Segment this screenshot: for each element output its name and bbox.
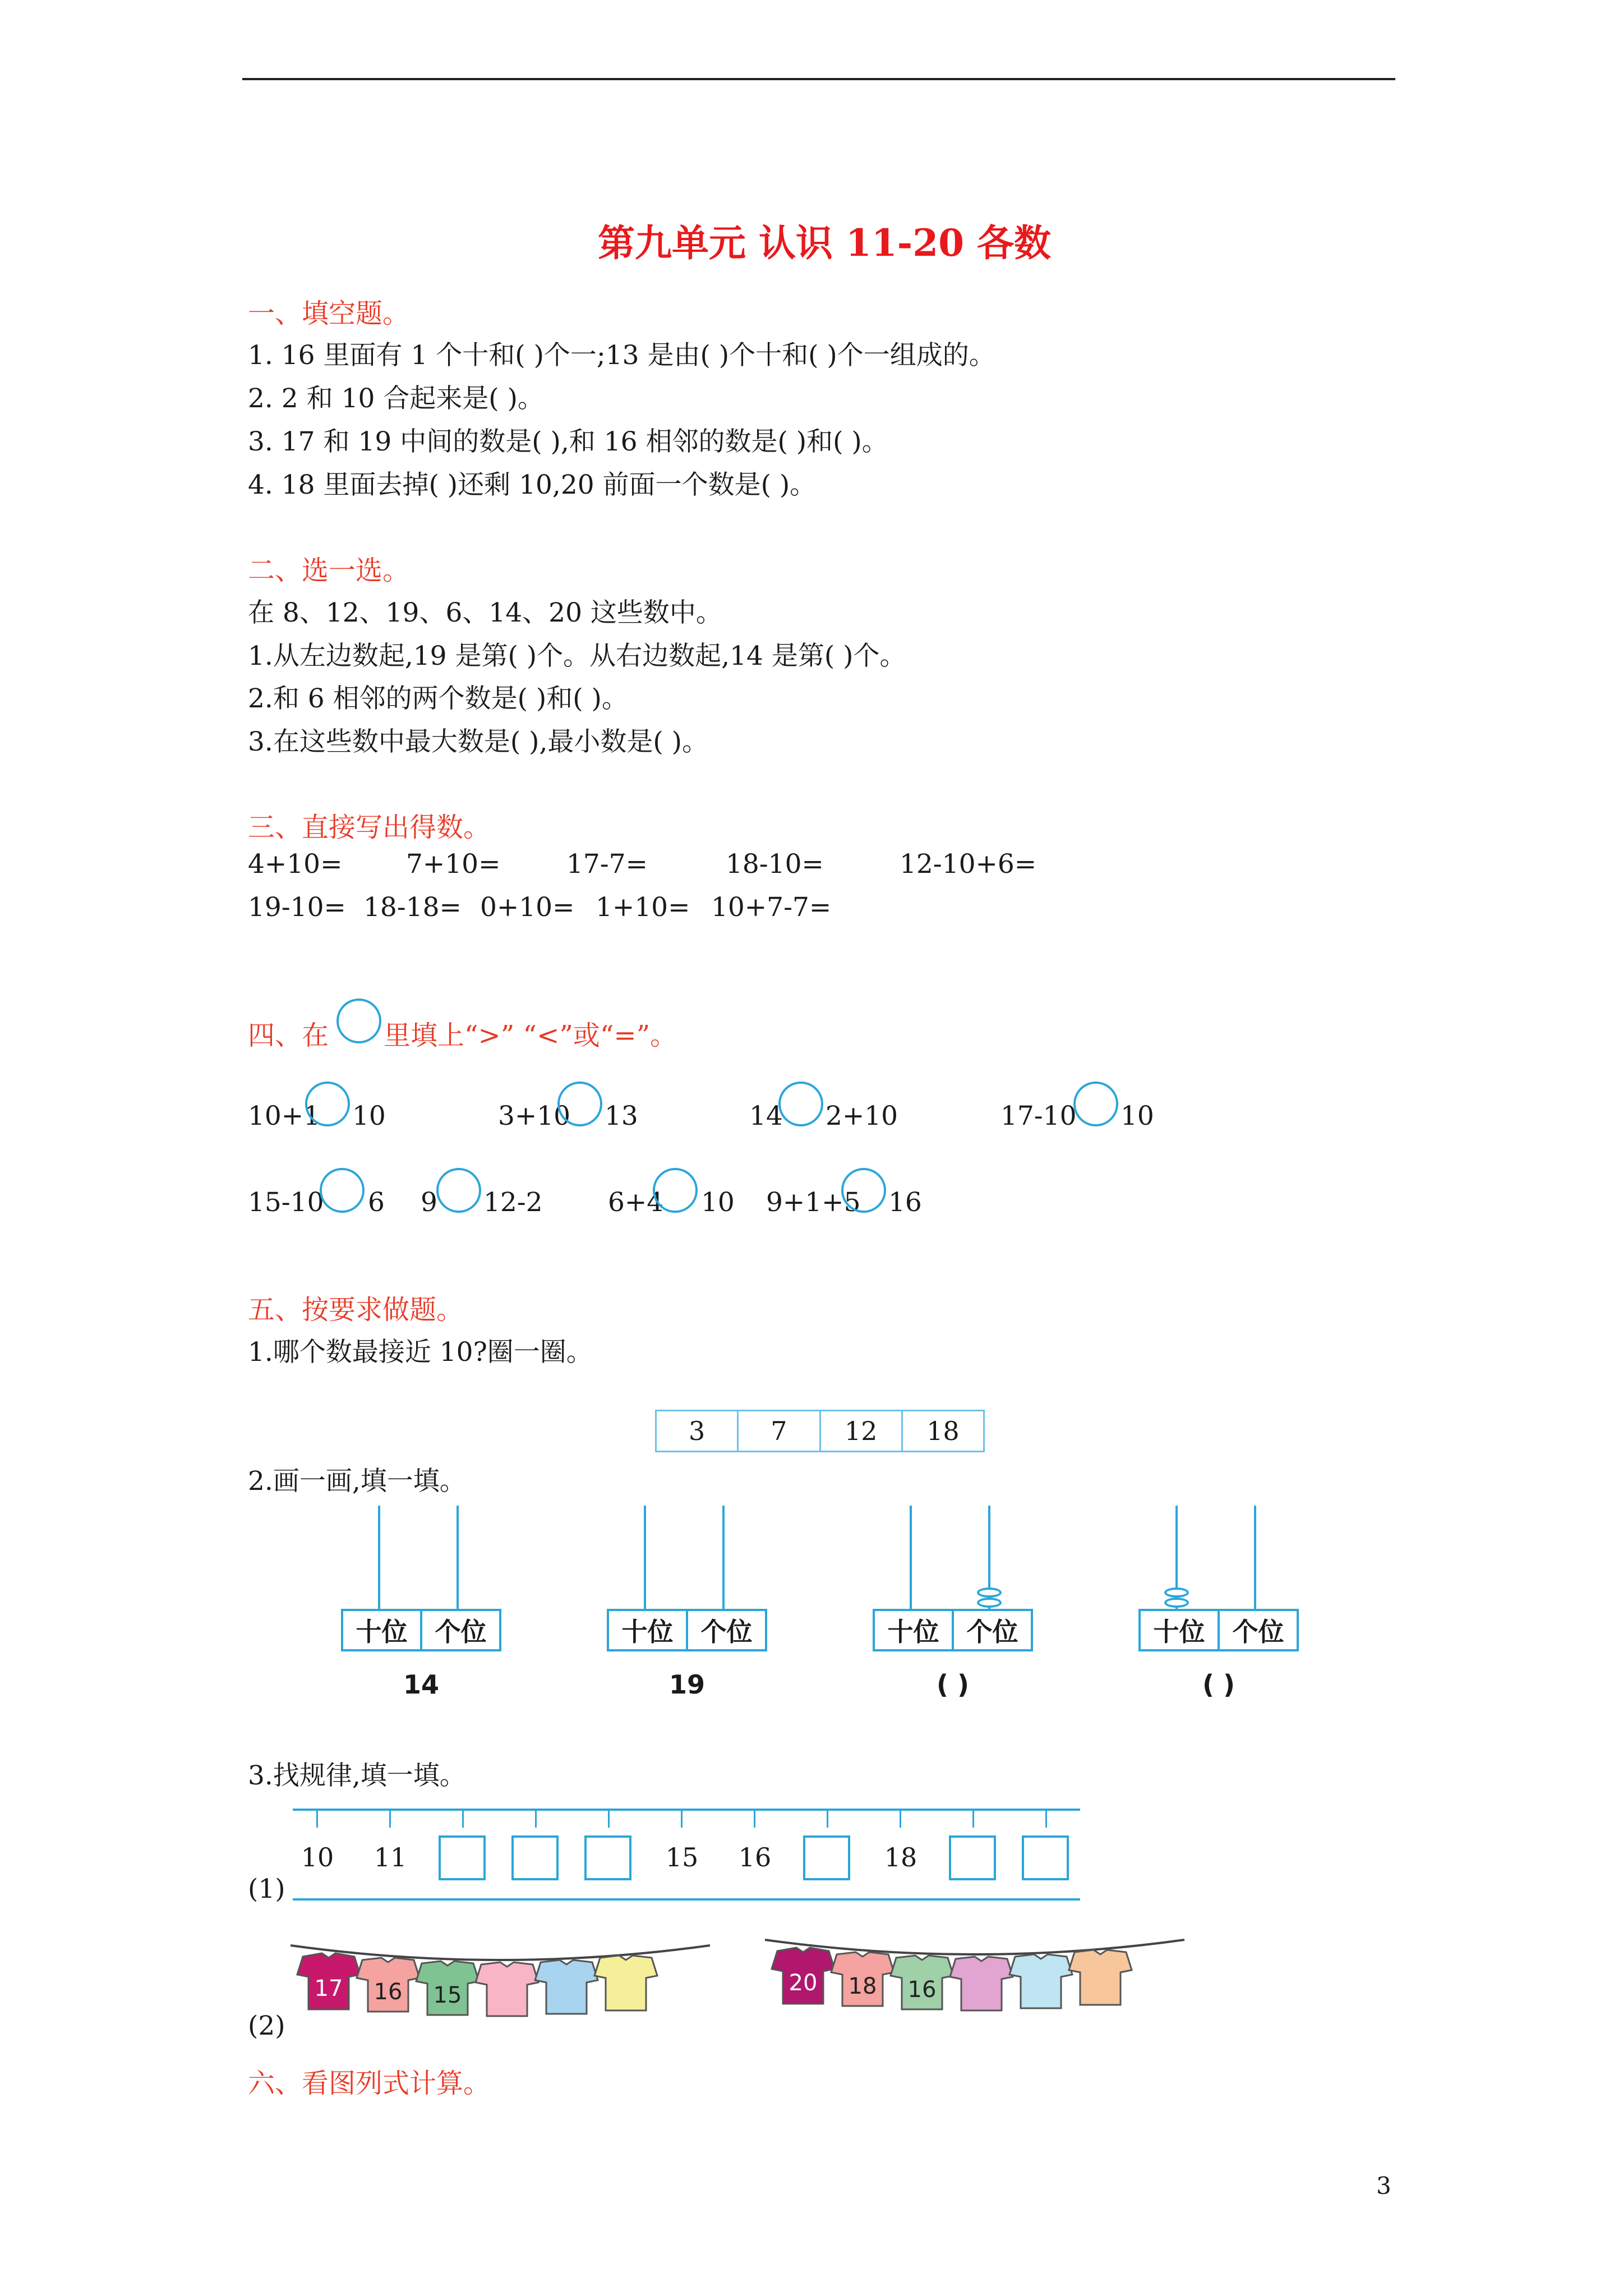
abacus bbox=[873, 1506, 1033, 1651]
abacus bbox=[1138, 1506, 1299, 1651]
numberline-value: 18 bbox=[884, 1842, 917, 1872]
s4-left: 9+1+5 bbox=[766, 1187, 861, 1218]
tens-label: 十位 bbox=[1141, 1611, 1220, 1649]
number-option[interactable]: 18 bbox=[926, 1416, 960, 1446]
s4-left: 10+1 bbox=[248, 1101, 321, 1131]
numberline-value: 15 bbox=[665, 1842, 699, 1872]
abacus-base bbox=[341, 1609, 501, 1651]
s4-right: 10 bbox=[1121, 1101, 1154, 1131]
section-6-heading: 六、看图列式计算。 bbox=[248, 2068, 491, 2099]
s3-expr: 10+7-7= bbox=[711, 892, 832, 923]
tens-rod bbox=[644, 1506, 646, 1609]
abacus-value: 19 bbox=[668, 1669, 705, 1700]
shirt-number: 16 bbox=[907, 1977, 937, 2003]
bead-icon bbox=[977, 1598, 1002, 1608]
s3-expr: 19-10= bbox=[248, 892, 346, 923]
clothesline-left bbox=[287, 1935, 713, 2042]
s4-right: 2+10 bbox=[826, 1101, 898, 1131]
numberline-value: 10 bbox=[301, 1842, 334, 1872]
s2-question-3: 3.在这些数中最大数是( ),最小数是( )。 bbox=[248, 726, 709, 757]
s3-expr: 7+10= bbox=[406, 849, 501, 880]
abacus-answer-blank[interactable]: ( ) bbox=[936, 1669, 970, 1700]
numberline-blank[interactable] bbox=[949, 1835, 996, 1880]
numberline-value: 11 bbox=[374, 1842, 407, 1872]
shirt-number: 16 bbox=[374, 1979, 403, 2005]
abacus-answer-blank[interactable]: ( ) bbox=[1202, 1669, 1235, 1700]
numberline-tick bbox=[900, 1810, 901, 1828]
shirt-icon bbox=[594, 1955, 657, 2010]
section-5-heading: 五、按要求做题。 bbox=[248, 1294, 464, 1326]
ones-rod bbox=[457, 1506, 459, 1609]
s5-question-2: 2.画一画,填一填。 bbox=[248, 1466, 466, 1497]
shirt-number: 20 bbox=[789, 1970, 818, 1996]
s4-left: 9 bbox=[421, 1187, 437, 1218]
numberline-tick bbox=[608, 1810, 610, 1828]
compare-circle[interactable] bbox=[778, 1082, 823, 1126]
numberline-tick bbox=[754, 1810, 755, 1828]
tens-rod bbox=[378, 1506, 380, 1609]
s5-question-3: 3.找规律,填一填。 bbox=[248, 1760, 466, 1791]
numberline-top bbox=[293, 1809, 1080, 1811]
ones-label: 个位 bbox=[966, 1617, 1018, 1647]
s2-intro: 在 8、12、19、6、14、20 这些数中。 bbox=[248, 597, 722, 628]
shirt-icon bbox=[476, 1962, 538, 2016]
s4-right: 6 bbox=[368, 1187, 385, 1218]
tens-label: 十位 bbox=[609, 1611, 688, 1649]
s1-question-4: 4. 18 里面去掉( )还剩 10,20 前面一个数是( )。 bbox=[248, 470, 817, 500]
numberline-blank[interactable] bbox=[803, 1835, 850, 1880]
number-option[interactable]: 7 bbox=[739, 1411, 820, 1451]
s4-left: 15-10 bbox=[248, 1187, 324, 1218]
abacus-value: 14 bbox=[403, 1669, 439, 1700]
s3-expr: 0+10= bbox=[480, 892, 575, 923]
tens-rod bbox=[910, 1506, 912, 1609]
s3-expr: 18-10= bbox=[726, 849, 824, 880]
s4-left: 17-10 bbox=[1000, 1101, 1077, 1131]
s3-expr: 17-7= bbox=[566, 849, 648, 880]
number-option[interactable]: 3 bbox=[657, 1411, 739, 1451]
numberline-blank[interactable] bbox=[1022, 1835, 1069, 1880]
numberline-tick bbox=[535, 1810, 537, 1828]
section-1-heading: 一、填空题。 bbox=[248, 298, 410, 329]
numberline-blank[interactable] bbox=[584, 1835, 631, 1880]
s3-expr: 12-10+6= bbox=[900, 849, 1037, 880]
numberline-blank[interactable] bbox=[511, 1835, 559, 1880]
clothesline-right bbox=[762, 1930, 1188, 2036]
numberline-tick bbox=[316, 1810, 318, 1828]
compare-circle[interactable] bbox=[305, 1082, 350, 1126]
section-2-heading: 二、选一选。 bbox=[248, 555, 410, 586]
number-options bbox=[655, 1410, 985, 1452]
numberline-tick bbox=[1045, 1810, 1047, 1828]
s4-left: 14 bbox=[749, 1101, 783, 1131]
numberline-tick bbox=[972, 1810, 974, 1828]
sub-question-1-label: (1) bbox=[248, 1874, 285, 1904]
abacus bbox=[607, 1506, 767, 1651]
s1-question-1: 1. 16 里面有 1 个十和( )个一;13 是由( )个十和( )个一组成的。 bbox=[248, 340, 995, 371]
s2-question-2: 2.和 6 相邻的两个数是( )和( )。 bbox=[248, 683, 628, 714]
ones-rod bbox=[722, 1506, 725, 1609]
numberline-tick bbox=[827, 1810, 828, 1828]
compare-circle[interactable] bbox=[841, 1168, 886, 1213]
s1-question-3: 3. 17 和 19 中间的数是( ),和 16 相邻的数是( )和( )。 bbox=[248, 426, 888, 457]
number-option[interactable]: 12 bbox=[821, 1411, 903, 1451]
s1-question-2: 2. 2 和 10 合起来是( )。 bbox=[248, 383, 544, 414]
compare-circle[interactable] bbox=[320, 1168, 365, 1213]
abacus-base bbox=[607, 1609, 767, 1651]
s4-left: 6+4 bbox=[608, 1187, 664, 1218]
compare-circle[interactable] bbox=[436, 1168, 481, 1213]
s3-expr: 18-18= bbox=[363, 892, 462, 923]
compare-circle[interactable] bbox=[653, 1168, 698, 1213]
s4-right: 12-2 bbox=[483, 1187, 543, 1218]
s3-expr: 1+10= bbox=[596, 892, 690, 923]
numberline-blank[interactable] bbox=[439, 1835, 486, 1880]
numberline-bottom bbox=[293, 1898, 1080, 1901]
numberline-value: 16 bbox=[738, 1842, 772, 1872]
bead-icon bbox=[977, 1588, 1002, 1598]
ones-label: 个位 bbox=[1232, 1617, 1284, 1647]
bead-icon bbox=[1164, 1598, 1189, 1608]
shirt-number: 15 bbox=[433, 1982, 462, 2008]
section-3-heading: 三、直接写出得数。 bbox=[248, 812, 491, 843]
abacus-base bbox=[1138, 1609, 1299, 1651]
section-4-heading-b: 里填上“>” “<”或“=”。 bbox=[384, 1020, 677, 1051]
tens-label: 十位 bbox=[875, 1611, 954, 1649]
ones-rod bbox=[1254, 1506, 1256, 1609]
numberline-tick bbox=[681, 1810, 683, 1828]
s4-right: 13 bbox=[605, 1101, 638, 1131]
bead-icon bbox=[1164, 1588, 1189, 1598]
shirt-icon bbox=[950, 1957, 1013, 2010]
tens-label: 十位 bbox=[343, 1611, 422, 1649]
s4-right: 16 bbox=[888, 1187, 922, 1218]
shirt-icon bbox=[1009, 1954, 1072, 2008]
abacus-base bbox=[873, 1609, 1033, 1651]
shirt-number: 18 bbox=[848, 1973, 877, 1999]
shirt-number: 17 bbox=[314, 1976, 343, 2001]
s3-expr: 4+10= bbox=[248, 849, 343, 880]
s5-question-1: 1.哪个数最接近 10?圈一圈。 bbox=[248, 1337, 593, 1368]
header-rule bbox=[242, 78, 1395, 80]
page-title: 第九单元 认识 11-20 各数 bbox=[598, 221, 1052, 265]
compare-circle[interactable] bbox=[557, 1082, 602, 1126]
section-4-heading-a: 四、在 bbox=[248, 1020, 329, 1051]
page-number: 3 bbox=[1376, 2172, 1391, 2200]
shirt-icon bbox=[1069, 1950, 1132, 2005]
s2-question-1: 1.从左边数起,19 是第( )个。从右边数起,14 是第( )个。 bbox=[248, 641, 906, 671]
abacus bbox=[341, 1506, 501, 1651]
sub-question-2-label: (2) bbox=[248, 2010, 285, 2041]
numberline-tick bbox=[462, 1810, 464, 1828]
ones-label: 个位 bbox=[435, 1617, 487, 1647]
shirt-icon bbox=[535, 1960, 598, 2014]
compare-circle[interactable] bbox=[1073, 1082, 1118, 1126]
ones-label: 个位 bbox=[700, 1617, 753, 1647]
s4-right: 10 bbox=[352, 1101, 386, 1131]
numberline-tick bbox=[389, 1810, 391, 1828]
answer-circle-icon bbox=[336, 999, 381, 1043]
s4-left: 3+10 bbox=[498, 1101, 571, 1131]
s4-right: 10 bbox=[701, 1187, 735, 1218]
